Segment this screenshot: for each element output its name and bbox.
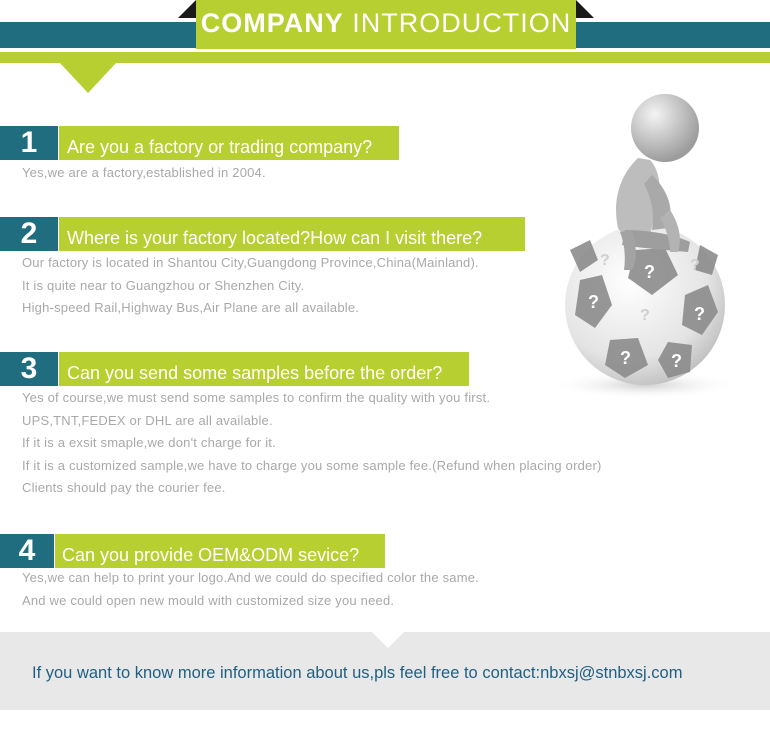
answer-line: High-speed Rail,Highway Bus,Air Plane are all available. [22, 300, 360, 315]
answer-3 [22, 387, 602, 500]
question-4-text: Can you provide OEM&ODM sevice? [55, 534, 385, 568]
svg-text:?: ? [690, 257, 700, 274]
svg-text:?: ? [600, 252, 610, 269]
question-1-text: Are you a factory or trading company? [59, 126, 399, 160]
answer-line: It is quite near to Guangzhou or Shenzhen City. [22, 277, 305, 293]
svg-text:?: ? [620, 348, 631, 368]
answer-line: UPS,TNT,FEDEX or DHL are all available. [22, 412, 273, 428]
question-4-number: 4 [0, 534, 54, 568]
thinker-on-ball-illustration [540, 80, 770, 410]
header-arrow [60, 63, 116, 93]
answer-line: Yes,we can help to print your logo.And we could do specified color the same. [22, 570, 479, 585]
svg-text:?: ? [644, 262, 655, 282]
answer-4 [22, 567, 479, 612]
question-2-text: Where is your factory located?How can I visit there? [59, 217, 525, 251]
answer-line: Our factory is located in Shantou City,Guangdong Province,China(Mainland). [22, 255, 479, 270]
footer-notch [372, 632, 404, 648]
question-2-number: 2 [0, 217, 58, 251]
svg-text:?: ? [694, 304, 705, 324]
svg-text:?: ? [588, 292, 599, 312]
answer-line: Yes of course,we must send some samples to confirm the quality with you first. [22, 390, 491, 405]
contact-text: If you want to know more information about us,pls feel free to contact:nbxsj@stnbxsj.com [32, 664, 683, 682]
question-1-number: 1 [0, 126, 58, 160]
header-tab-fold-left [178, 0, 196, 18]
page-title-rest: INTRODUCTION [352, 8, 572, 38]
page-title-bold: COMPANY [200, 8, 344, 38]
answer-line: Clients should pay the courier fee. [22, 480, 226, 495]
answer-line: Yes,we are a factory,established in 2004. [22, 165, 266, 180]
svg-text:?: ? [671, 351, 682, 371]
question-3-text: Can you send some samples before the order? [59, 352, 469, 386]
answer-line: If it is a customized sample,we have to charge you some sample fee.(Refund when placing order) [22, 457, 602, 473]
answer-1 [22, 162, 266, 185]
answer-line: If it is a exsit smaple,we don't charge for it. [22, 435, 276, 450]
header-accent-line [0, 52, 770, 63]
answer-line: And we could open new mould with customized size you need. [22, 592, 395, 608]
svg-text:?: ? [640, 307, 650, 324]
header-tab-fold-right [576, 0, 594, 18]
page-title [196, 8, 576, 39]
answer-2 [22, 252, 479, 320]
question-3-number: 3 [0, 352, 58, 386]
